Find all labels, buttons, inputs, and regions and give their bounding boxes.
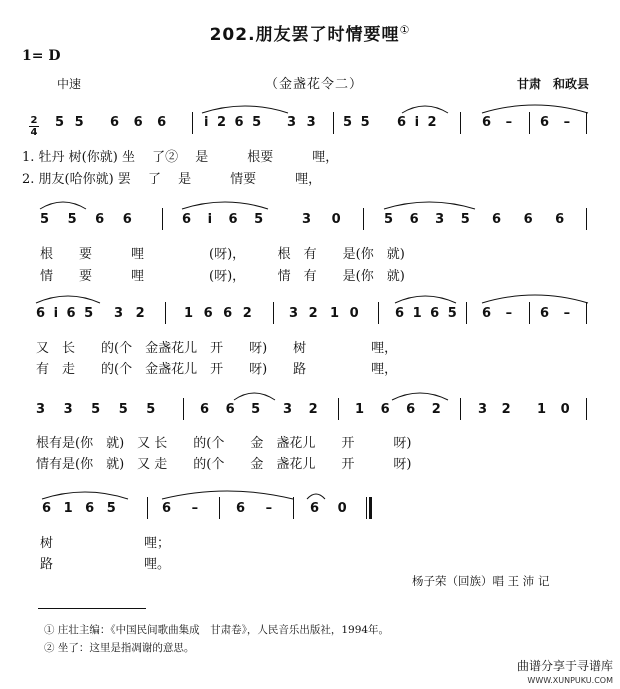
barline xyxy=(529,302,530,324)
measure-22-notes: 6 – xyxy=(236,501,273,516)
barline xyxy=(273,302,274,324)
barline xyxy=(460,112,461,134)
lyric-line-1: 树 哩； xyxy=(40,536,171,551)
barline xyxy=(529,112,530,134)
slur-arc xyxy=(200,101,290,115)
slur-arc xyxy=(305,487,327,501)
slur-arc xyxy=(393,291,458,305)
lyric-line-2: 情 要 哩 (呀)， 情 有 是(你 就) xyxy=(40,269,405,284)
lyric-line-2: 有 走 的(个 金盏花儿 开 呀) 路 哩， xyxy=(36,362,398,377)
measure-5-notes: 6 – xyxy=(482,115,513,130)
measure-15-notes: 6 – xyxy=(540,306,571,321)
measure-4-notes: 5 5 xyxy=(343,115,370,130)
tempo-marking: 中速 xyxy=(57,77,82,91)
barline xyxy=(333,112,334,134)
measure-11-notes: 1 6 6 2 xyxy=(184,306,252,321)
measure-19b-notes: 1 0 xyxy=(537,402,570,417)
measure-14-notes: 6 – xyxy=(482,306,513,321)
measure-21-notes: 6 – xyxy=(162,501,199,516)
time-signature xyxy=(29,116,39,137)
tie-arc xyxy=(480,291,590,305)
slur-arc xyxy=(38,197,88,211)
measure-13-notes: 6 1 6 5 xyxy=(395,306,457,321)
slur-arc xyxy=(390,388,450,402)
time-signature-bottom: 4 xyxy=(30,127,38,138)
barline xyxy=(586,208,587,230)
final-barline-thick xyxy=(369,497,372,519)
barline xyxy=(586,398,587,420)
measure-6-notes: 6 – xyxy=(540,115,571,130)
measure-23-notes: 6 0 xyxy=(310,501,347,516)
measure-19-notes: 3 2 xyxy=(478,402,511,417)
site-watermark: 曲谱分享于寻谱库 xyxy=(516,659,613,673)
title-footnote-mark: ① xyxy=(399,23,411,37)
barline xyxy=(363,208,364,230)
barline xyxy=(586,112,587,134)
lyric-line-1: 又 长 的(个 金盏花儿 开 呀) 树 哩， xyxy=(36,341,398,356)
barline xyxy=(466,302,467,324)
performer-credit: 杨子荣（回族）唱 王 沛 记 xyxy=(412,574,550,588)
barline xyxy=(460,398,461,420)
site-watermark-url: WWW.XUNPUKU.COM xyxy=(527,676,613,685)
measure-10b-notes: 3 2 xyxy=(114,306,145,321)
footnote-2: ② 坐了：这里是指凋谢的意思。 xyxy=(44,642,195,654)
measure-8-notes: 6 i 6 5 xyxy=(182,212,264,227)
lyric-line-1: 根 要 哩 (呀)， 根 有 是(你 就) xyxy=(40,247,405,262)
slur-arc xyxy=(34,291,102,305)
measure-2-notes: 6 6 6 xyxy=(110,115,167,130)
lyric-line-2: 情有是(你 就) 又 走 的(个 金 盏花儿 开 呀) xyxy=(36,457,412,472)
measure-8b-notes: 3 0 xyxy=(302,212,341,227)
lyric-line-2: 路 哩。 xyxy=(40,557,171,572)
slur-arc xyxy=(180,197,270,211)
origin-region: 甘肃 和政县 xyxy=(517,77,590,91)
footnote-divider xyxy=(38,608,146,609)
measure-12-notes: 3 2 xyxy=(289,306,318,321)
slur-arc xyxy=(400,101,450,115)
final-barline-thin xyxy=(366,497,367,519)
time-signature-top: 2 xyxy=(30,115,38,126)
measure-3-notes: i 2 6 5 xyxy=(204,115,262,130)
measure-17-notes: 6 6 5 xyxy=(200,402,261,417)
measure-18-notes: 1 6 6 2 xyxy=(355,402,441,417)
lyric-line-1: 根有是(你 就) 又 长 的(个 金 盏花儿 开 呀) xyxy=(36,436,412,451)
slur-arc xyxy=(232,388,277,402)
measure-9-notes: 5 6 3 5 xyxy=(384,212,470,227)
slur-arc xyxy=(40,487,130,501)
measure-1-notes: 5 5 xyxy=(55,115,84,130)
lyric-line-1: 1. 牡丹 树(你就) 坐 了② 是 根要 哩， xyxy=(22,150,339,165)
barline xyxy=(183,398,184,420)
measure-20-notes: 6 1 6 5 xyxy=(42,501,116,516)
tune-subtitle: （金盏花令二） xyxy=(265,77,364,92)
barline xyxy=(378,302,379,324)
barline xyxy=(338,398,339,420)
measure-16-notes: 3 3 5 5 5 xyxy=(36,402,156,417)
measure-12b-notes: 1 0 xyxy=(330,306,359,321)
barline xyxy=(192,112,193,134)
measure-9b-notes: 6 6 6 xyxy=(492,212,565,227)
tie-arc xyxy=(480,101,590,115)
measure-3b-notes: 3 3 xyxy=(287,115,316,130)
barline xyxy=(586,302,587,324)
measure-7-notes: 5 5 6 6 xyxy=(40,212,132,227)
barline xyxy=(165,302,166,324)
measure-4b-notes: 6 i 2 xyxy=(397,115,437,130)
slur-arc xyxy=(382,197,477,211)
measure-10-notes: 6 i 6 5 xyxy=(36,306,94,321)
measure-17b-notes: 3 2 xyxy=(283,402,318,417)
barline xyxy=(162,208,163,230)
tie-arc xyxy=(160,487,295,501)
lyric-line-2: 2. 朋友(哈你就) 罢 了 是 情要 哩， xyxy=(22,172,322,187)
song-title-text: 202.朋友罢了时情要哩 xyxy=(209,25,400,45)
barline xyxy=(147,497,148,519)
footnote-1: ① 庄壮主编：《中国民间歌曲集成 甘肃卷》，人民音乐出版社，1994年。 xyxy=(44,624,390,636)
song-title xyxy=(0,20,620,45)
key-signature: 1= D xyxy=(22,48,61,64)
